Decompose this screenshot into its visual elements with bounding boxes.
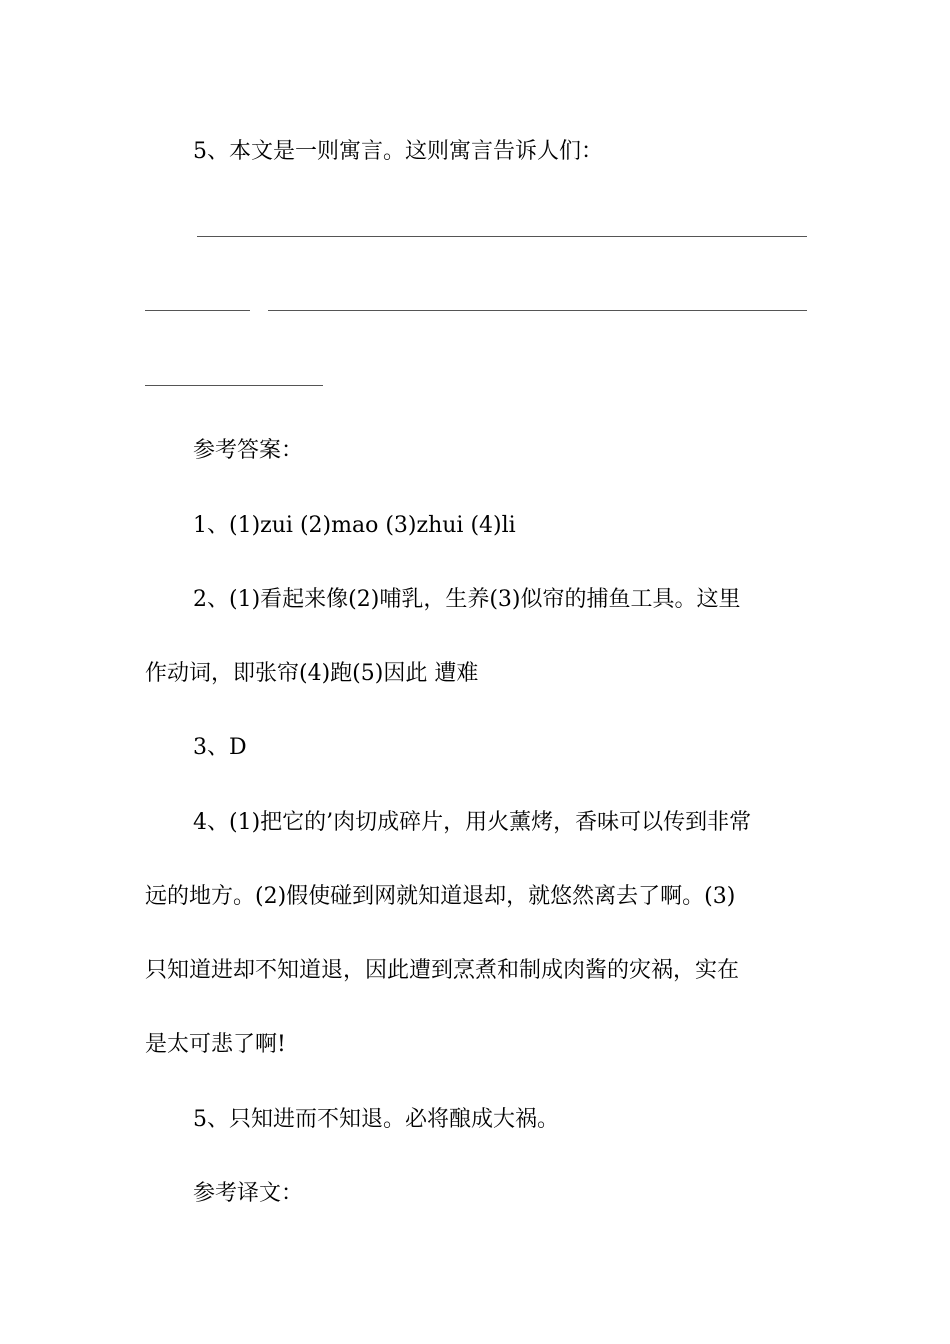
answer-4-line-3: 只知道进却不知道退，因此遭到烹煮和制成肉酱的灾祸，实在 xyxy=(145,958,740,983)
question-5-text: 5、本文是一则寓言。这则寓言告诉人们： xyxy=(193,139,603,164)
answer-4-line-1: 4、(1)把它的’肉切成碎片，用火薰烤，香味可以传到非常 xyxy=(193,810,752,835)
translation-heading: 参考译文： xyxy=(193,1181,304,1206)
answer-blank-line-3 xyxy=(268,310,807,311)
answer-blank-line-2 xyxy=(145,310,250,311)
answer-2-line-1: 2、(1)看起来像(2)哺乳，生养(3)似帘的捕鱼工具。这里 xyxy=(193,587,741,612)
answer-1: 1、(1)zui (2)mao (3)zhui (4)li xyxy=(193,513,516,538)
answer-blank-line-1 xyxy=(197,236,807,237)
answer-3: 3、D xyxy=(193,735,247,760)
answer-blank-line-4 xyxy=(145,385,323,386)
answer-4-line-2: 远的地方。(2)假使碰到网就知道退却，就悠然离去了啊。(3) xyxy=(145,884,736,909)
answer-4-line-4: 是太可悲了啊! xyxy=(145,1032,286,1057)
answers-heading: 参考答案： xyxy=(193,438,304,463)
answer-5: 5、只知进而不知退。必将酿成大祸。 xyxy=(193,1107,559,1132)
answer-2-line-2: 作动词，即张帘(4)跑(5)因此 遭难 xyxy=(145,661,479,686)
